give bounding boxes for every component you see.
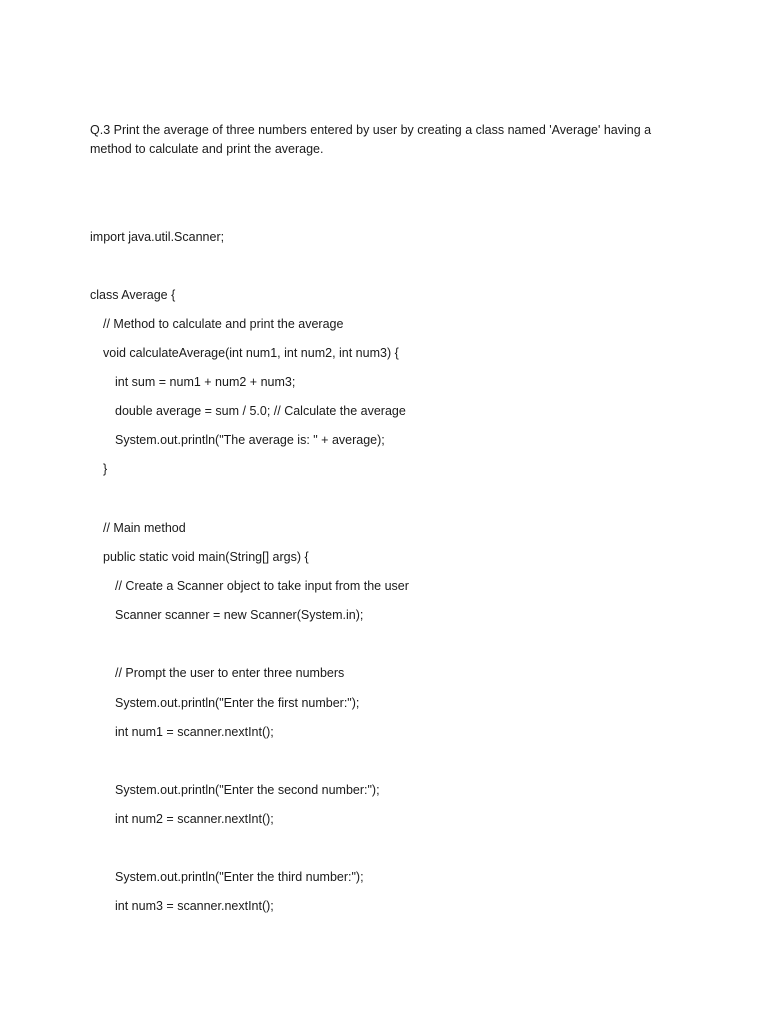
code-line: int num1 = scanner.nextInt(); [115,725,274,739]
code-line: import java.util.Scanner; [90,230,225,244]
code-line: System.out.println("The average is: " + average); [115,433,385,447]
code-comment: // Create a Scanner object to take input from the user [115,579,409,593]
code-line: } [103,462,108,476]
code-line: System.out.println("Enter the first number:"); [115,696,360,710]
code-line: Scanner scanner = new Scanner(System.in); [115,608,364,622]
code-comment: // Main method [103,521,186,535]
code-comment: // Prompt the user to enter three numbers [115,666,345,680]
code-line: System.out.println("Enter the third number:"); [115,870,364,884]
code-line: int sum = num1 + num2 + num3; [115,375,296,389]
code-comment: // Method to calculate and print the average [103,317,344,331]
question-text: Q.3 Print the average of three numbers entered by user by creating a class named 'Average' having a method to calculate and print the average. [90,123,652,156]
code-line: int num2 = scanner.nextInt(); [115,812,274,826]
code-line: void calculateAverage(int num1, int num2, int num3) { [103,346,399,360]
code-line: public static void main(String[] args) { [103,550,309,564]
code-line: double average = sum / 5.0; // Calculate the average [115,404,406,418]
code-line: int num3 = scanner.nextInt(); [115,899,274,913]
code-line: class Average { [90,288,176,302]
code-line: System.out.println("Enter the second number:"); [115,783,380,797]
